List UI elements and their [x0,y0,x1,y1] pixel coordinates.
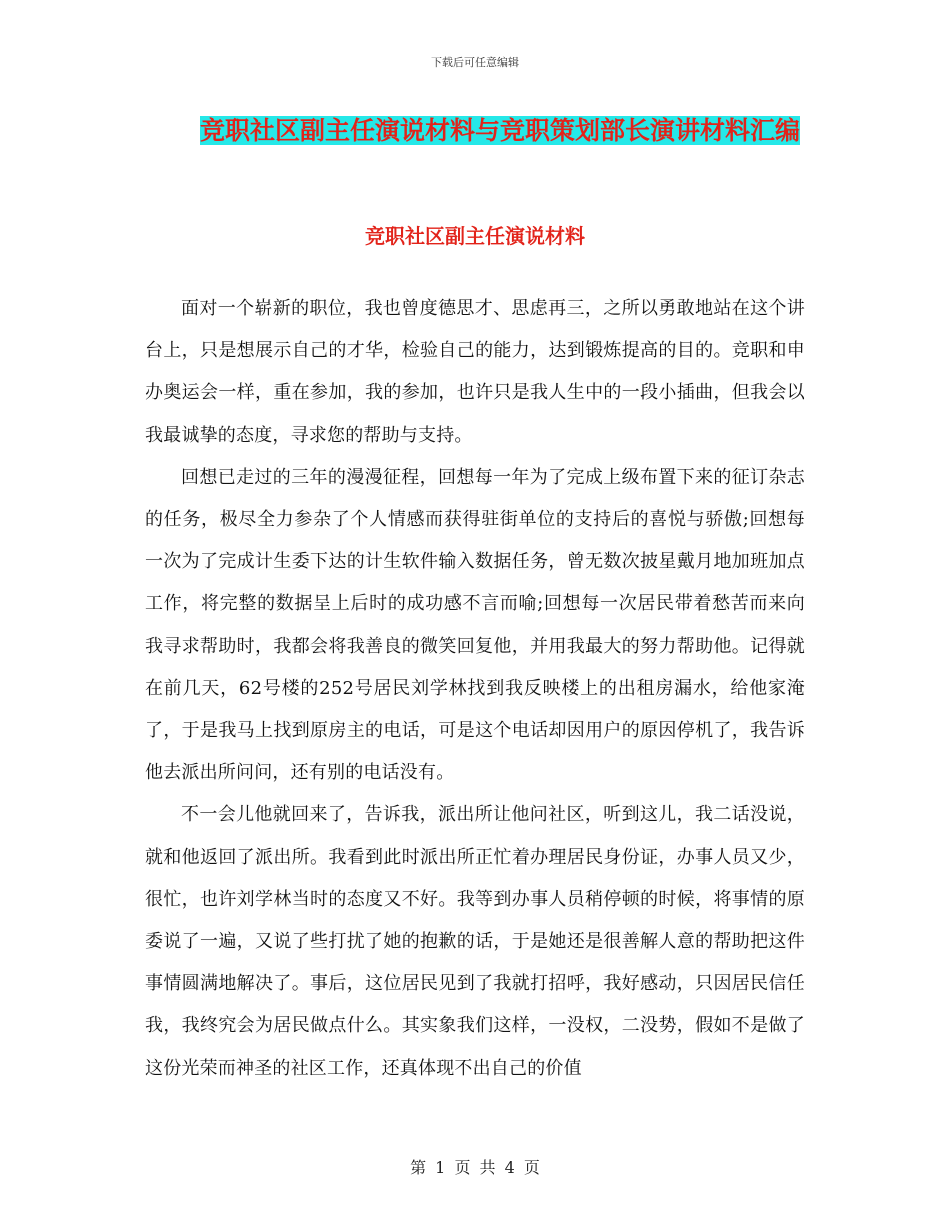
document-title-text: 竞职社区副主任演说材料与竞职策划部长演讲材料汇编 [199,116,800,145]
section-title: 竞职社区副主任演说材料 [365,224,585,248]
document-body [145,288,805,1090]
paragraph-2: 回想已走过的三年的漫漫征程，回想每一年为了完成上级布置下来的征订杂志的任务，极尽全力参杂了个人情感而获得驻街单位的支持后的喜悦与骄傲;回想每一次为了完成计生委下达的计生软件输入数据任务，曾无数次披星戴月地加班加点工作，将完整的数据呈上后时的成功感不言而喻;回想每一次居民带着愁苦而来向我寻求帮助时，我都会将我善良的微笑回复他，并用我最大的努力帮助他。记得就在前几天，62号楼的252号居民刘学林找到我反映楼上的出租房漏水，给他家淹了，于是我马上找到原房主的电话，可是这个电话却因用户的原因停机了，我告诉他去派出所问问，还有别的电话没有。 [145,466,805,784]
header-note: 下载后可任意编辑 [431,56,519,69]
document-title [150,108,850,154]
paragraph-1: 面对一个崭新的职位，我也曾度德思才、思虑再三，之所以勇敢地站在这个讲台上，只是想展示自己的才华，检验自己的能力，达到锻炼提高的目的。竞职和申办奥运会一样，重在参加，我的参加，也许只是我人生中的一段小插曲，但我会以我最诚挚的态度，寻求您的帮助与支持。 [145,298,805,446]
page-footer: 第 1 页 共 4 页 [410,1158,540,1177]
paragraph-3: 不一会儿他就回来了，告诉我，派出所让他问社区，听到这儿，我二话没说，就和他返回了派出所。我看到此时派出所正忙着办理居民身份证，办事人员又少，很忙，也许刘学林当时的态度又不好。我等到办事人员稍停顿的时候，将事情的原委说了一遍，又说了些打扰了她的抱歉的话，于是她还是很善解人意的帮助把这件事情圆满地解决了。事后，这位居民见到了我就打招呼，我好感动，只因居民信任我，我终究会为居民做点什么。其实象我们这样，一没权，二没势，假如不是做了这份光荣而神圣的社区工作，还真体现不出自己的价值 [145,804,805,1079]
